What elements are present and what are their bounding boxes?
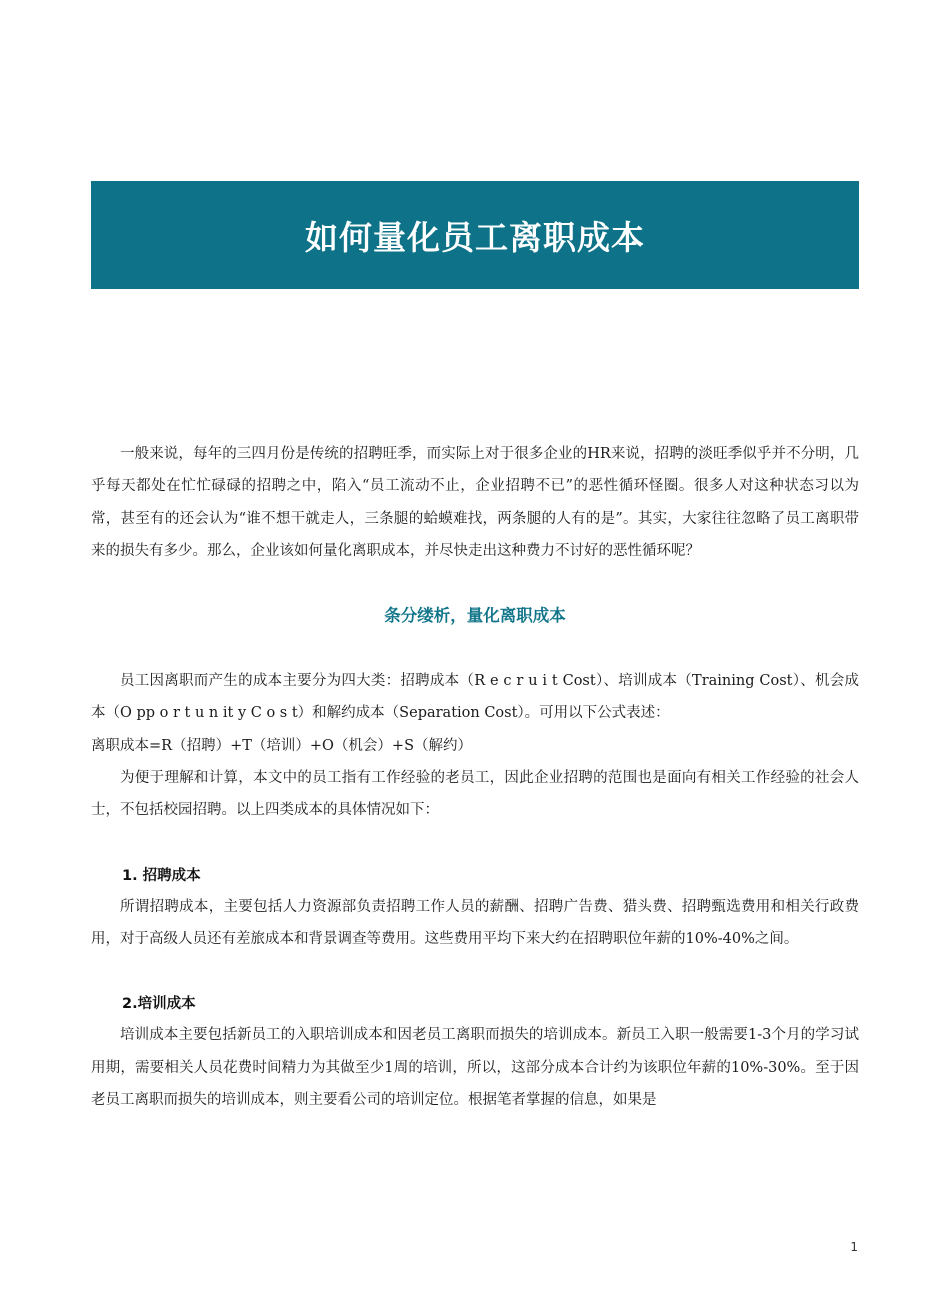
page-number: 1 [850, 1240, 858, 1254]
subheading-recruit-cost: 1. 招聘成本 [122, 867, 201, 884]
training-cost-paragraph: 培训成本主要包括新员工的入职培训成本和因老员工离职而损失的培训成本。新员工入职一般需要1-3个月的学习试用期，需要相关人员花费时间精力为其做至少1周的培训，所以，这部分成本合计约为该职位年薪的10%-30%。至于因老员工离职而损失的培训成本，则主要看公司的培训定位。根据笔者掌握的信息，如果是 [91, 1027, 859, 1108]
subheading-training-cost: 2.培训成本 [122, 996, 196, 1013]
scope-paragraph: 为便于理解和计算，本文中的员工指有工作经验的老员工，因此企业招聘的范围也是面向有相关工作经验的社会人士，不包括校园招聘。以上四类成本的具体情况如下： [91, 770, 859, 819]
recruit-cost-paragraph: 所谓招聘成本，主要包括人力资源部负责招聘工作人员的薪酬、招聘广告费、猎头费、招聘甄选费用和相关行政费用，对于高级人员还有差旅成本和背景调查等费用。这些费用平均下来大约在招聘职位年薪的10%-40%之间。 [91, 898, 859, 947]
document-body [91, 438, 859, 1116]
section-heading: 条分缕析，量化离职成本 [384, 606, 566, 626]
cost-types-paragraph: 员工因离职而产生的成本主要分为四大类：招聘成本（R e c r u i t Cost）、培训成本（Training Cost）、机会成本（O pp o r t u n it y C o s t）和解约成本（Separation Cost）。可用以下公式表述： [91, 673, 859, 722]
intro-paragraph: 一般来说，每年的三四月份是传统的招聘旺季，而实际上对于很多企业的HR来说，招聘的淡旺季似乎并不分明，几乎每天都处在忙忙碌碌的招聘之中，陷入“员工流动不止，企业招聘不已”的恶性循环怪圈。很多人对这种状态习以为常，甚至有的还会认为“谁不想干就走人，三条腿的蛤蟆难找，两条腿的人有的是”。其实，大家往往忽略了员工离职带来的损失有多少。那么，企业该如何量化离职成本，并尽快走出这种费力不讨好的恶性循环呢？ [91, 446, 859, 559]
title-banner [91, 181, 859, 289]
document-title: 如何量化员工离职成本 [305, 217, 645, 257]
formula-line: 离职成本=R（招聘）+T（培训）+O（机会）+S（解约） [91, 737, 473, 754]
